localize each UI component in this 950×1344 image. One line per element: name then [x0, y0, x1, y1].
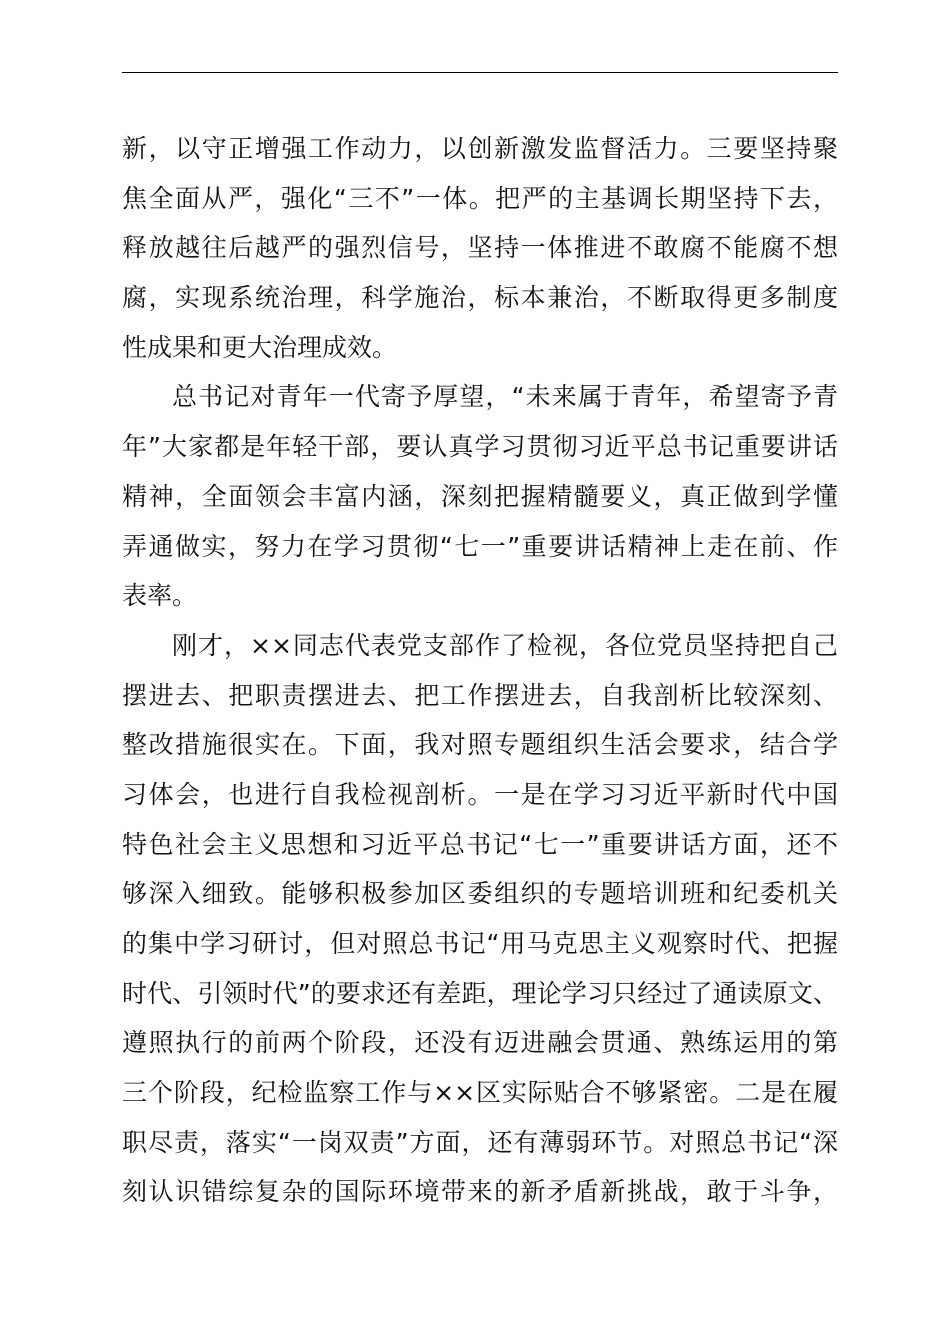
text-line: 焦全面从严，强化“三不”一体。把严的主基调长期坚持下去，	[122, 183, 838, 213]
text-line: 摆进去、把职责摆进去、把工作摆进去，自我剖析比较深刻、	[122, 680, 838, 710]
text-line: 三个阶段，纪检监察工作与××区实际贴合不够紧密。二是在履	[122, 1078, 838, 1108]
text-line: 的集中学习研讨，但对照总书记“用马克思主义观察时代、把握	[122, 929, 838, 958]
text-line: 时代、引领时代”的要求还有差距，理论学习只经过了通读原文、	[122, 978, 838, 1008]
text-line: 年”大家都是年轻干部，要认真学习贯彻习近平总书记重要讲话	[122, 432, 838, 462]
text-line: 够深入细致。能够积极参加区委组织的专题培训班和纪委机关	[122, 879, 838, 909]
text-line: 职尽责，落实“一岗双责”方面，还有薄弱环节。对照总书记“深	[122, 1127, 838, 1157]
text-line: 习体会，也进行自我检视剖析。一是在学习习近平新时代中国	[122, 779, 838, 809]
text-line: 表率。	[122, 581, 198, 611]
text-line: 总书记对青年一代寄予厚望，“未来属于青年，希望寄予青	[172, 382, 838, 412]
body-text	[122, 124, 838, 1217]
text-line: 精神，全面领会丰富内涵，深刻把握精髓要义，真正做到学懂	[122, 481, 838, 511]
text-line: 整改措施很实在。下面，我对照专题组织生活会要求，结合学	[122, 730, 838, 760]
text-line: 新，以守正增强工作动力，以创新激发监督活力。三要坚持聚	[122, 134, 838, 163]
text-line: 刚才，××同志代表党支部作了检视，各位党员坚持把自己	[172, 630, 838, 660]
header-rule	[122, 72, 838, 73]
text-line: 刻认识错综复杂的国际环境带来的新矛盾新挑战，敢于斗争，	[122, 1177, 838, 1207]
text-line: 释放越往后越严的强烈信号，坚持一体推进不敢腐不能腐不想	[122, 233, 838, 263]
text-line: 弄通做实，努力在学习贯彻“七一”重要讲话精神上走在前、作	[122, 531, 838, 561]
text-line: 性成果和更大治理成效。	[122, 332, 398, 362]
text-line: 腐，实现系统治理，科学施治，标本兼治，不断取得更多制度	[122, 283, 838, 313]
text-line: 遵照执行的前两个阶段，还没有迈进融会贯通、熟练运用的第	[122, 1028, 838, 1058]
text-line: 特色社会主义思想和习近平总书记“七一”重要讲话方面，还不	[122, 829, 838, 859]
